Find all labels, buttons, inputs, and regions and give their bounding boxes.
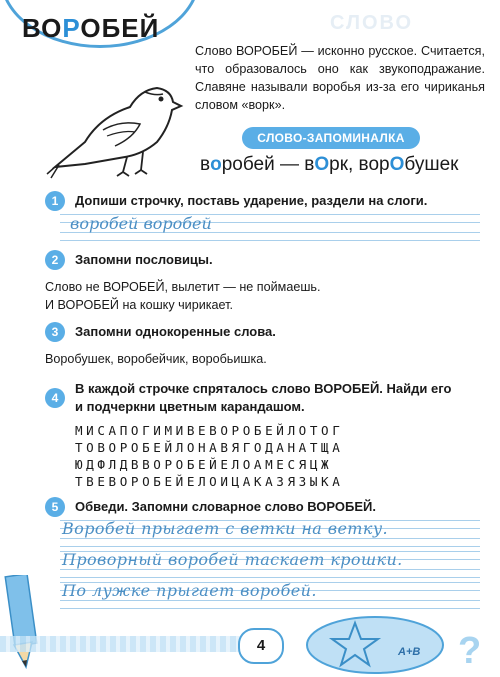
question-mark-icon: ? [458, 630, 482, 672]
sparrow-illustration [45, 72, 185, 182]
task5-number: 5 [45, 497, 65, 517]
task1-sample: воробей воробей [70, 214, 212, 233]
page-number: 4 [238, 628, 284, 664]
cognate-words: Воробушек, воробейчик, воробьишка. [45, 352, 267, 366]
background-word: СЛОВО [330, 12, 414, 34]
trace-line-2[interactable]: Проворный воробей таскает крошки. [62, 550, 403, 569]
memo-phrase: воробей — вОрк, ворОбушек [200, 154, 459, 175]
task4-number: 4 [45, 388, 65, 408]
task3-number: 3 [45, 322, 65, 342]
proverb-2: И ВОРОБЕЙ на кошку чирикает. [45, 298, 234, 312]
task2-heading: Запомни пословицы. [75, 252, 213, 267]
task1-heading: Допиши строчку, поставь ударение, раздели на слоги. [75, 193, 428, 208]
task2-number: 2 [45, 250, 65, 270]
pencil-icon [2, 575, 38, 670]
task3-heading: Запомни однокоренные слова. [75, 324, 276, 339]
decorative-strip [0, 636, 240, 652]
task4-heading-line2: и подчеркни цветным карандашом. [75, 399, 305, 414]
proverb-1: Слово не ВОРОБЕЙ, вылетит — не поймаешь. [45, 280, 321, 294]
stamp-text: А+В [398, 646, 421, 658]
intro-paragraph: Слово ВОРОБЕЙ — исконно русское. Считается, что образовалось оно как звукоподражание. Славяне называли воробья из-за его чириканья словом «ворк». [195, 44, 485, 112]
page-title: ВОРОБЕЙ [22, 13, 160, 43]
letter-row[interactable]: МИСАПОГИМИВЕВОРОБЕЙЛОТОГ [75, 423, 344, 438]
letter-row[interactable]: ТВЕВОРОБЕЙЕЛОИЦАКАЗЯЗЫКА [75, 474, 344, 489]
letter-row[interactable]: ЮДФЛДВВОРОБЕЙЕЛОАМЕСЯЦЖ [75, 457, 333, 472]
task4-heading-line1: В каждой строчке спряталось слово ВОРОБЕЙ. Найди его [75, 381, 452, 396]
star-stamp-icon [305, 615, 445, 675]
memo-pill: СЛОВО-ЗАПОМИНАЛКА [242, 127, 420, 149]
letter-row[interactable]: ТОВОРОБЕЙЛОНАВЯГОДАНАТЩА [75, 440, 344, 455]
task1-number: 1 [45, 191, 65, 211]
task5-heading: Обведи. Запомни словарное слово ВОРОБЕЙ. [75, 499, 376, 514]
trace-line-3[interactable]: По лужке прыгает воробей. [62, 581, 317, 600]
trace-line-1[interactable]: Воробей прыгает с ветки на ветку. [62, 519, 389, 538]
